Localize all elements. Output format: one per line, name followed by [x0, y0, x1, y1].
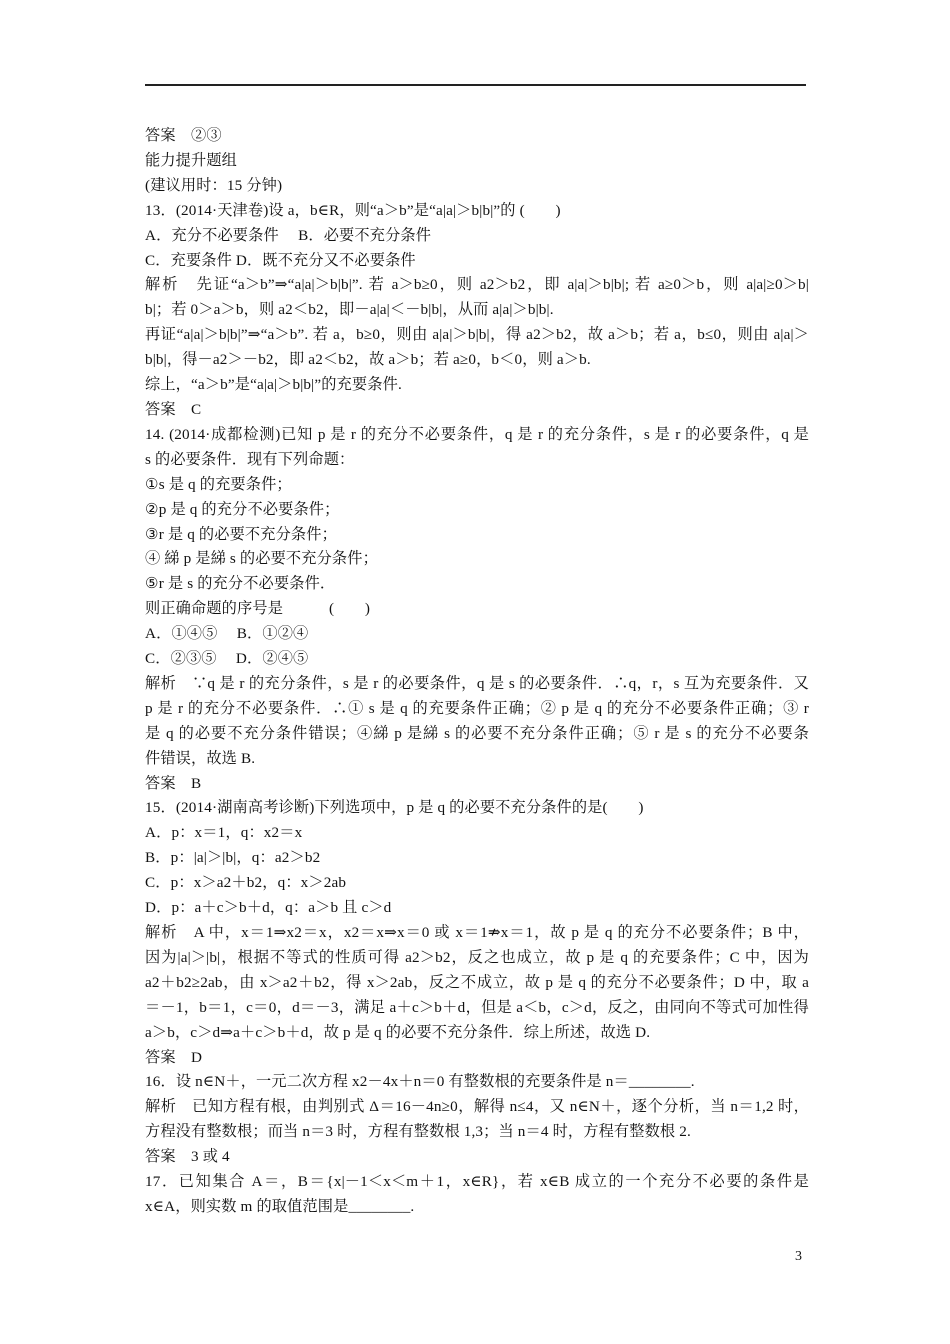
question-14-statement: ②p 是 q 的充分不必要条件； [145, 500, 340, 518]
analysis-14-line: p 是 r 的充分不必要条件．∴① s 是 q 的充要条件正确；② p 是 q 的充分不必要条件正确；③ r [145, 699, 809, 717]
answer-15: 答案 D [145, 1048, 203, 1066]
analysis-15-line: a＞b，c＞d⇒a＋c＞b＋d，故 p 是 q 的必要不充分条件．综上所述，故选 D. [145, 1023, 651, 1041]
analysis-15-line: ＝－1，b＝1，c＝0，d＝－3，满足 a＋c＞b＋d，但是 a＜b，c＞d，反之，由同向不等式可加性得 [145, 998, 809, 1016]
page-number: 3 [795, 1249, 802, 1264]
question-15-option-d: D．p：a＋c＞b＋d，q：a＞b 且 c＞d [145, 899, 392, 917]
answer-14: 答案 B [145, 774, 202, 792]
analysis-15-line: a2＋b2≥2ab，由 x＞a2＋b2，得 x＞2ab，反之不成立，故 p 是 q 的充分不必要条件；D 中，取 a [145, 973, 809, 991]
question-14: 14. (2014·成都检测)已知 p 是 r 的充分不必要条件，q 是 r 的充分条件，s 是 r 的必要条件，q 是 [145, 425, 809, 443]
question-17: x∈A，则实数 m 的取值范围是________. [145, 1197, 415, 1215]
question-16: 16．设 n∈N＋，一元二次方程 x2－4x＋n＝0 有整数根的充要条件是 n＝________. [145, 1073, 695, 1091]
suggested-time: (建议用时：15 分钟) [145, 176, 283, 194]
header-rule [145, 84, 806, 86]
question-14-statement: ⑤r 是 s 的充分不必要条件． [145, 575, 336, 593]
question-13-options-cd: C．充要条件 D．既不充分又不必要条件 [145, 251, 416, 269]
question-14-options-cd: C．②③⑤ D．②④⑤ [145, 650, 309, 668]
question-14-statement: ④ 綈 p 是綈 s 的必要不充分条件； [145, 550, 378, 568]
analysis-14-line: 解析 ∵q 是 r 的充分条件，s 是 r 的必要条件，q 是 s 的必要条件．∴q，r，s 互为充要条件．又 [145, 674, 809, 692]
question-13: 13．(2014·天津卷)设 a，b∈R，则“a＞b”是“a|a|＞b|b|”的 ( ) [145, 201, 561, 219]
question-14: s 的必要条件．现有下列命题： [145, 450, 355, 468]
analysis-15-line: 解析 A 中，x＝1⇒x2＝x，x2＝x⇒x＝0 或 x＝1⇏x＝1，故 p 是 q 的充分不必要条件；B 中， [145, 924, 809, 941]
answer-13: 答案 C [145, 400, 202, 418]
question-14-statement: ①s 是 q 的充要条件； [145, 475, 292, 493]
analysis-13-line: 解析 先证“a＞b”⇒“a|a|＞b|b|”. 若 a＞b≥0，则 a2＞b2，即 a|a|＞b|b|; 若 a≥0＞b，则 a|a|≥0＞b| [145, 276, 809, 294]
question-15: 15．(2014·湖南高考诊断)下列选项中，p 是 q 的必要不充分条件的是( ) [145, 799, 644, 817]
answer-line-12: 答案 ②③ [145, 127, 222, 144]
analysis-16-line: 解析 已知方程有根，由判别式 Δ＝16－4n≥0，解得 n≤4，又 n∈N＋，逐个分析，当 n＝1,2 时， [145, 1098, 809, 1116]
answer-16: 答案 3 或 4 [145, 1148, 230, 1166]
analysis-14-line: 件错误，故选 B. [145, 749, 256, 767]
question-15-option-b: B．p：|a|＞|b|，q：a2＞b2 [145, 849, 321, 867]
analysis-13-line: 综上，“a＞b”是“a|a|＞b|b|”的充要条件. [145, 376, 402, 394]
section-heading: 能力提升题组 [145, 151, 238, 169]
question-14-statement: ③r 是 q 的必要不充分条件； [145, 525, 337, 543]
question-15-option-c: C．p：x＞a2＋b2，q：x＞2ab [145, 874, 347, 892]
question-17: 17．已知集合 A＝，B＝{x|－1＜x＜m＋1，x∈R}，若 x∈B 成立的一个充分不必要的条件是 [145, 1173, 809, 1191]
document-body [145, 124, 809, 1220]
question-14-options-ab: A．①④⑤ B．①②④ [145, 625, 309, 643]
analysis-15-line: 因为|a|＞|b|，根据不等式的性质可得 a2＞b2，反之也成立，故 p 是 q 的充要条件；C 中，因为 [145, 948, 809, 966]
analysis-14-line: 是 q 的必要不充分条件错误；④綈 p 是綈 s 的必要不充分条件正确；⑤ r 是 s 的充分不必要条 [145, 724, 809, 742]
analysis-13-line: 再证“a|a|＞b|b|”⇒“a＞b”. 若 a，b≥0，则由 a|a|＞b|b|，得 a2＞b2，故 a＞b；若 a，b≤0，则由 a|a|＞ [145, 326, 809, 344]
question-15-option-a: A．p：x＝1，q：x2＝x [145, 824, 303, 842]
analysis-13-line: b|；若 0＞a＞b，则 a2＜b2，即－a|a|＜－b|b|，从而 a|a|＞b|b|. [145, 301, 554, 319]
question-14-prompt: 则正确命题的序号是 ( ) [145, 600, 371, 618]
question-13-options-ab: A．充分不必要条件 B．必要不充分条件 [145, 226, 432, 244]
analysis-13-line: b|b|，得－a2＞－b2，即 a2＜b2，故 a＞b；若 a≥0，b＜0，则 a＞b. [145, 351, 591, 369]
analysis-16-line: 方程没有整数根；而当 n＝3 时，方程有整数根 1,3；当 n＝4 时，方程有整数根 2. [145, 1123, 691, 1141]
